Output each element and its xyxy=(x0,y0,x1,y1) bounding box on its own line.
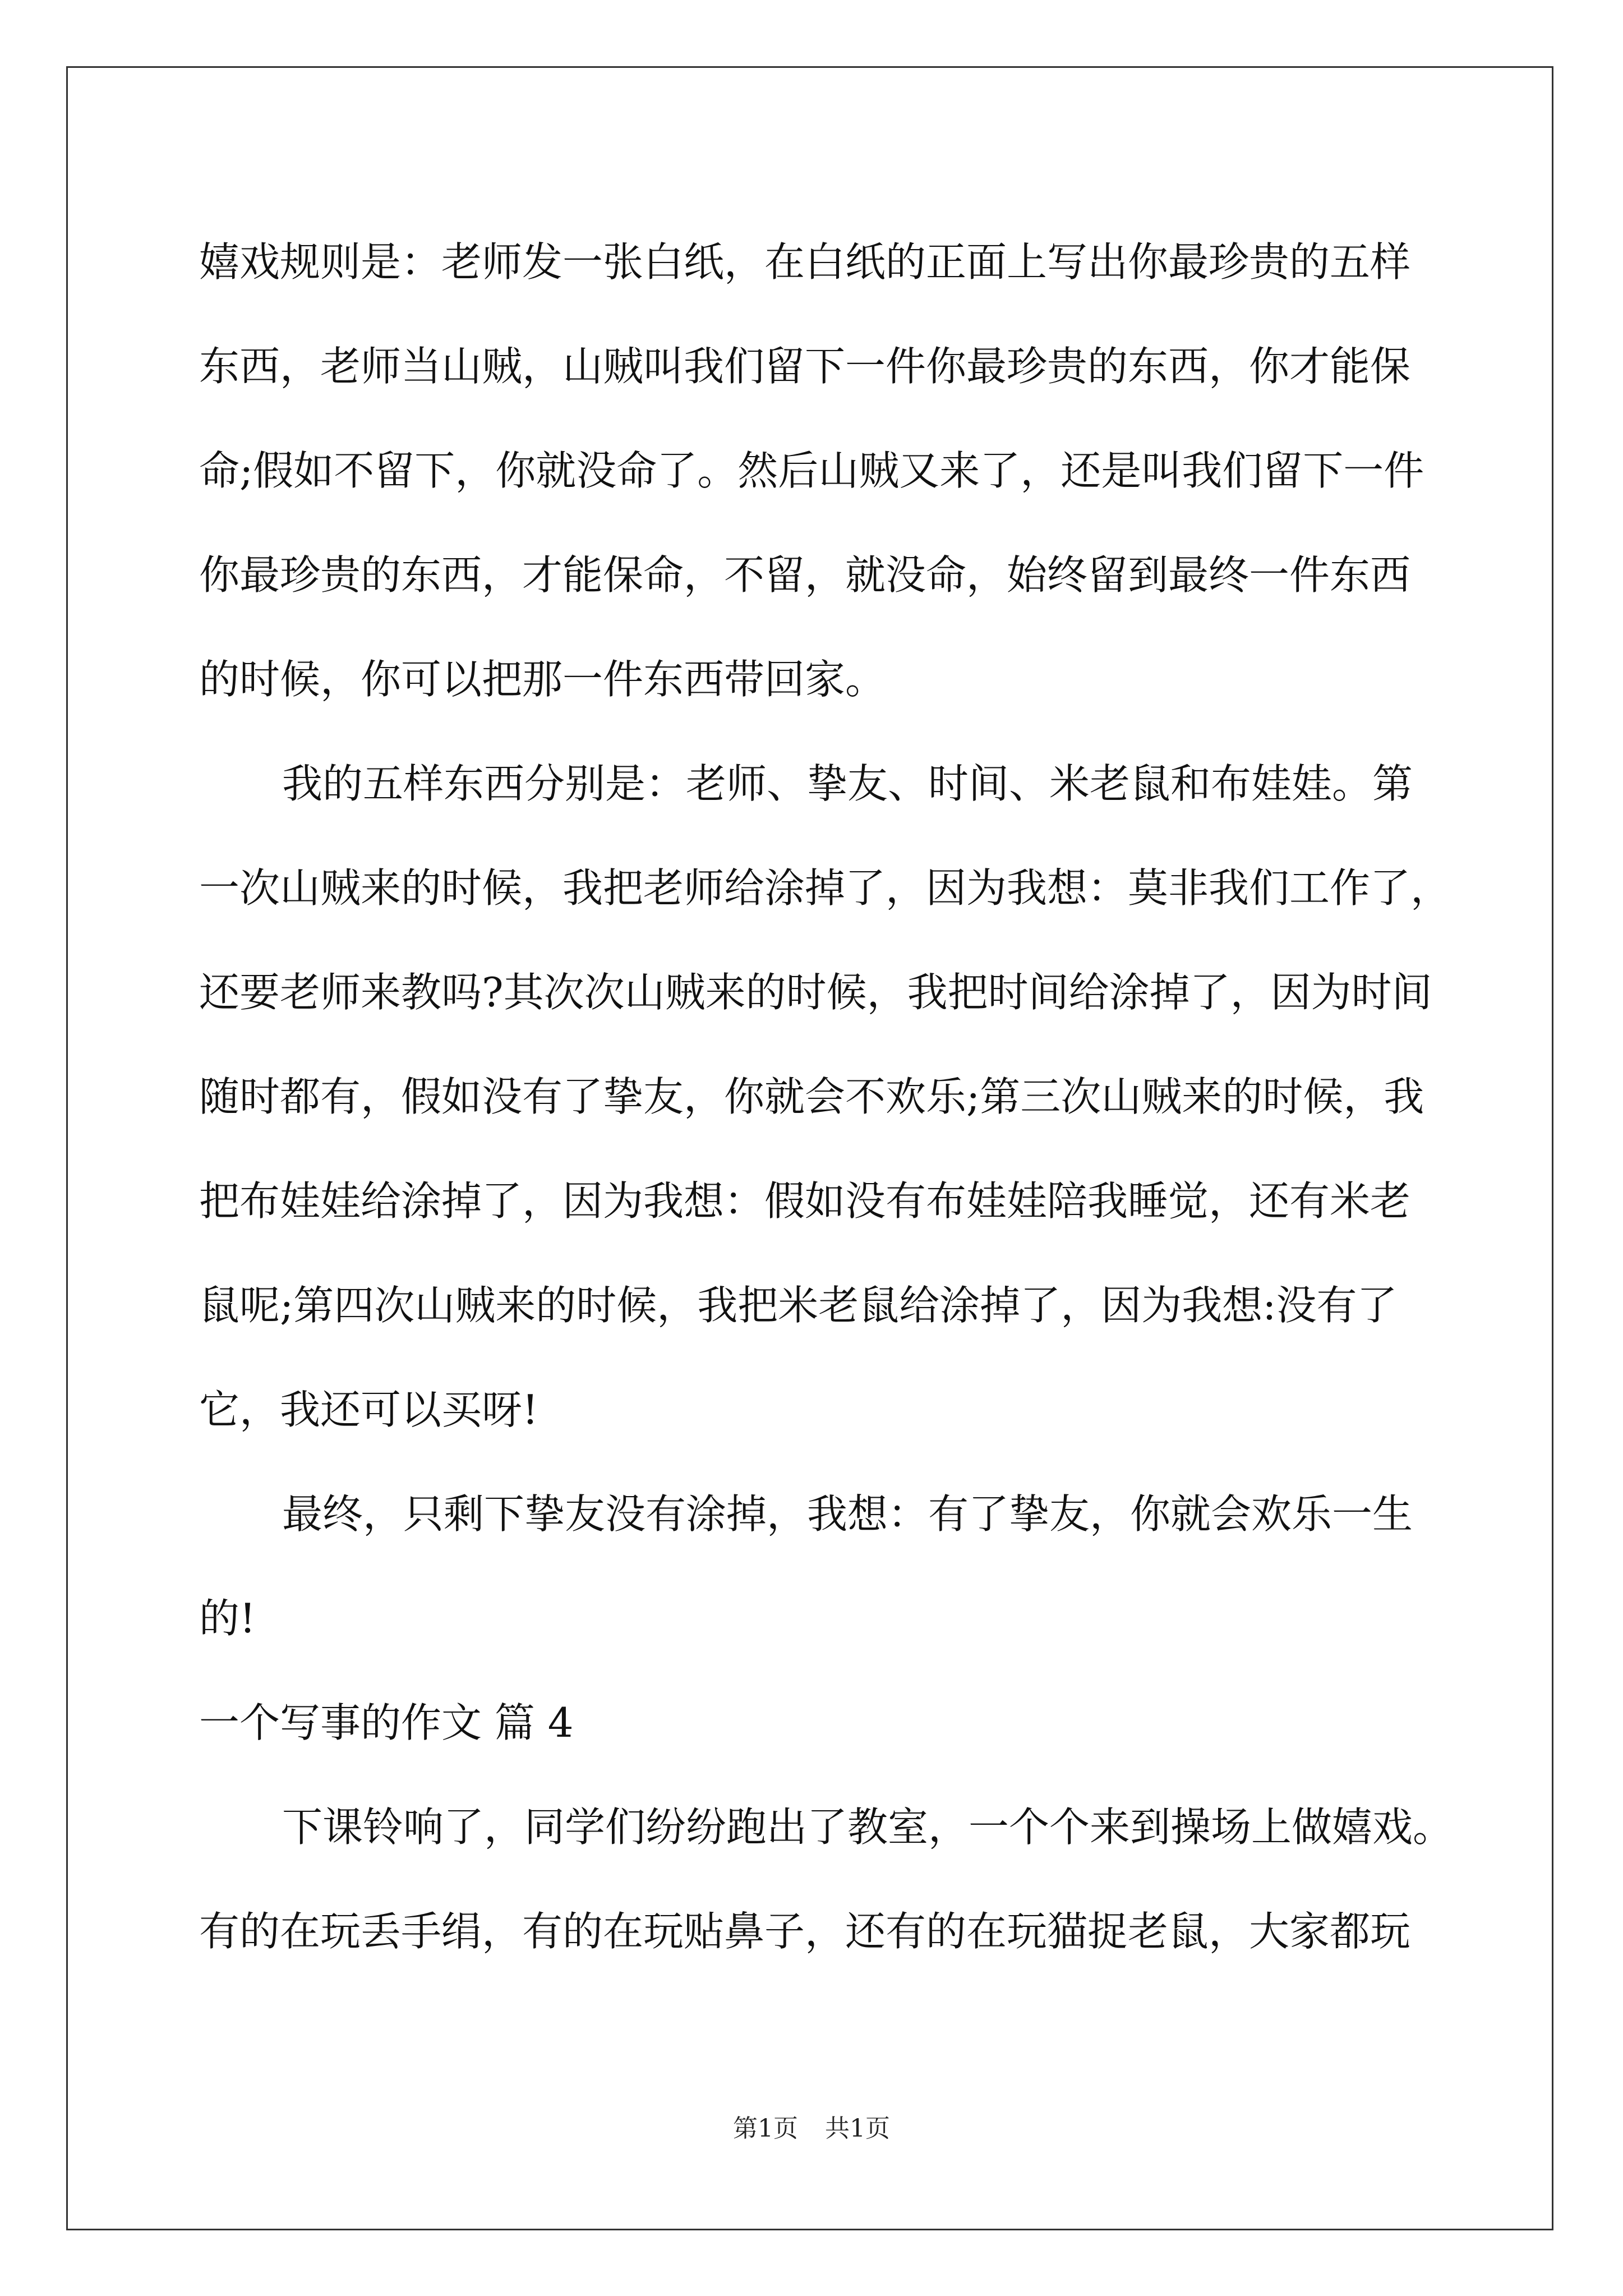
section-heading: 一个写事的作文 篇 4 xyxy=(199,1699,574,1746)
text-line: 还要老师来教吗?其次次山贼来的时候，我把时间给涂掉了，因为时间 xyxy=(199,969,1432,1016)
text-line: 鼠呢;第四次山贼来的时候，我把米老鼠给涂掉了，因为我想:没有了 xyxy=(199,1282,1398,1329)
text-line: 它，我还可以买呀! xyxy=(199,1386,538,1433)
document-body xyxy=(199,210,1454,1984)
page-footer xyxy=(0,2108,1623,2144)
text-line: 东西，老师当山贼，山贼叫我们留下一件你最珍贵的东西，你才能保 xyxy=(199,343,1411,390)
text-line: 你最珍贵的东西，才能保命，不留，就没命，始终留到最终一件东西 xyxy=(199,551,1411,599)
text-line: 随时都有，假如没有了挚友，你就会不欢乐;第三次山贼来的时候，我 xyxy=(199,1073,1424,1120)
text-line: 命;假如不留下，你就没命了。然后山贼又来了，还是叫我们留下一件 xyxy=(199,447,1424,494)
text-line: 的时候，你可以把那一件东西带回家。 xyxy=(199,656,886,703)
text-line: 嬉戏规则是：老师发一张白纸，在白纸的正面上写出你最珍贵的五样 xyxy=(199,238,1411,286)
text-line: 的! xyxy=(199,1595,256,1642)
text-line: 把布娃娃给涂掉了，因为我想：假如没有布娃娃陪我睡觉，还有米老 xyxy=(199,1177,1411,1225)
paragraph-start-line: 我的五样东西分别是：老师、挚友、时间、米老鼠和布娃娃。第 xyxy=(282,760,1413,807)
text-line: 一次山贼来的时候，我把老师给涂掉了，因为我想：莫非我们工作了， xyxy=(199,864,1451,912)
paragraph-start-line: 最终，只剩下挚友没有涂掉，我想：有了挚友，你就会欢乐一生 xyxy=(282,1490,1413,1538)
page-total: 共1页 xyxy=(825,2114,890,2143)
text-line: 有的在玩丢手绢，有的在玩贴鼻子，还有的在玩猫捉老鼠，大家都玩 xyxy=(199,1908,1411,1955)
paragraph-start-line: 下课铃响了，同学们纷纷跑出了教室，一个个来到操场上做嬉戏。 xyxy=(282,1803,1454,1851)
page-number: 第1页 xyxy=(733,2114,798,2143)
